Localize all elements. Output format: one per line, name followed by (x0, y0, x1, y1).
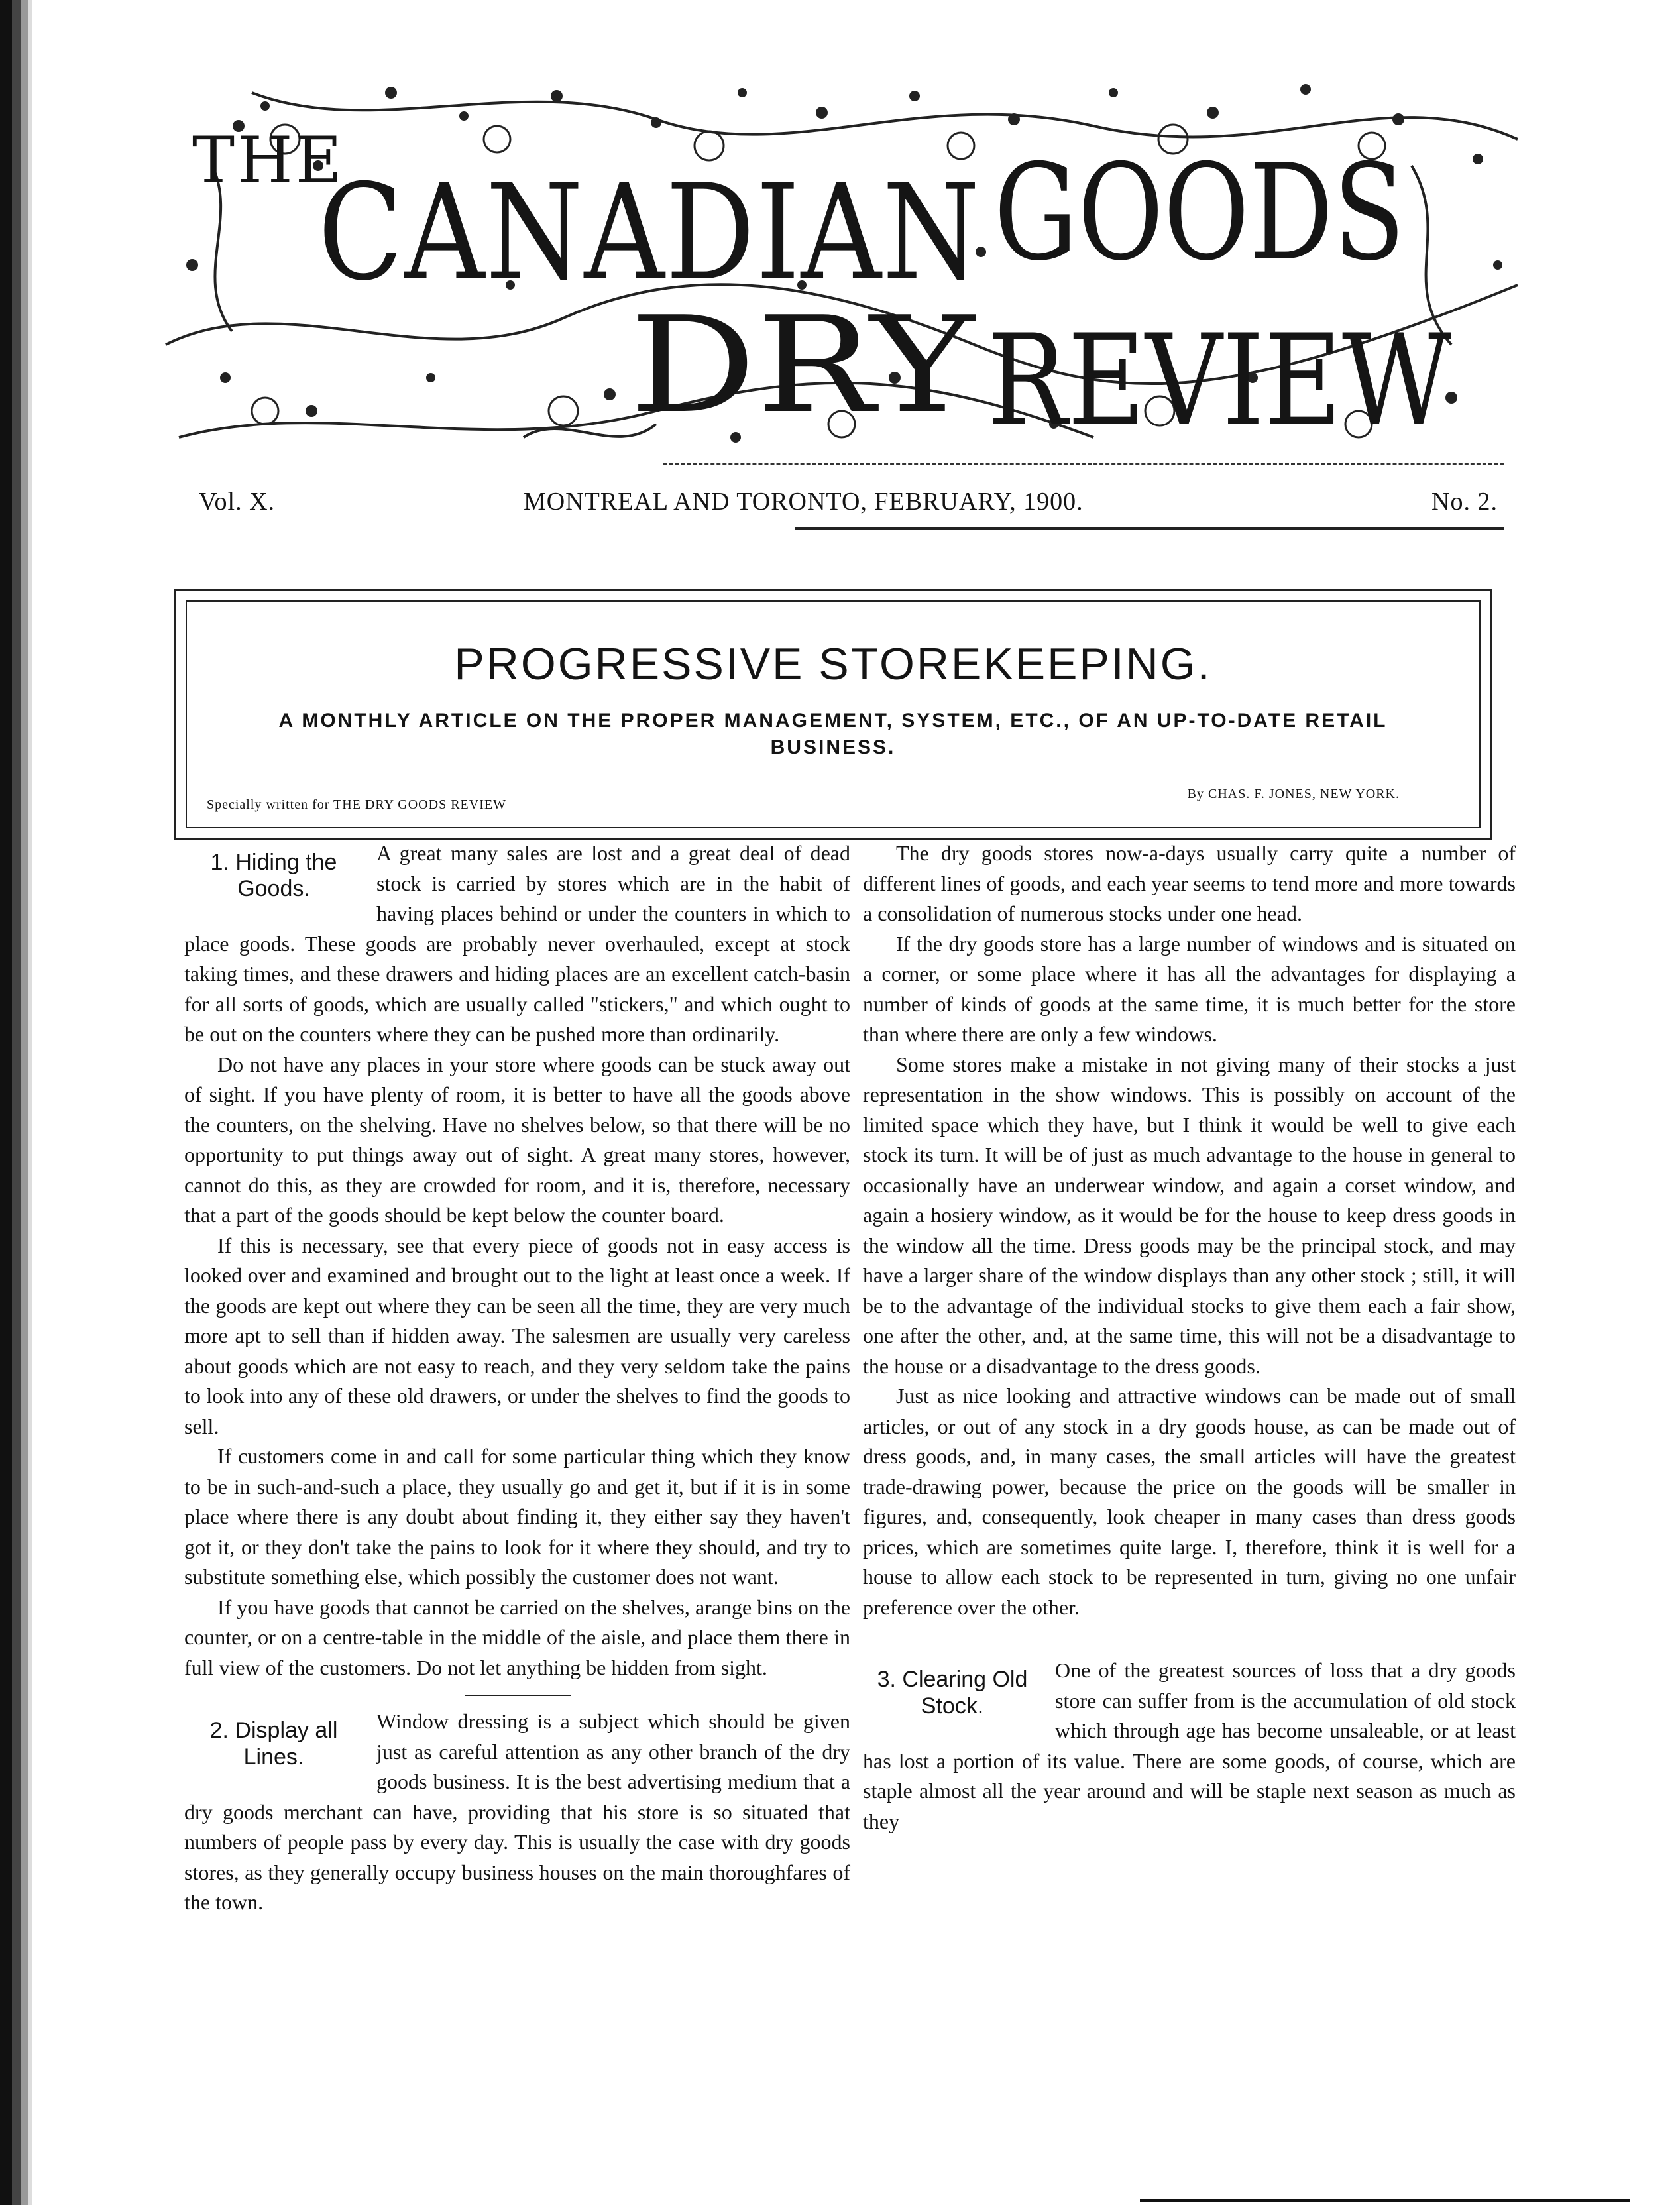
folio-bottom-rule (795, 527, 1504, 530)
section-heading-display-lines: 2. Display all Lines. (209, 1718, 338, 1770)
paragraph: If customers come in and call for some particular thing which they know to be in such-and-such a place, they usually go and get it, but if it is in some place where there is any doubt about finding it, they either say they haven't got it, or they don't take the pains to look for it where they should, and try to substitute something else, which possibly the customer does not want. (184, 1444, 850, 1589)
section-heading-clearing-old-stock: 3. Clearing Old Stock. (877, 1667, 1028, 1719)
issue-number: No. 2. (1431, 488, 1498, 516)
paragraph: If this is necessary, see that every piece of goods not in easy access is looked over and examined and brought out to the light at least once a week. If the goods are kept out where they can be seen all the time, they are very much more apt to sell than if hidden away. The salesmen are usually very careless about goods which are not easy to reach, and they very seldom take the pains to look into any of these old drawers, or under the shelves to find the goods to sell. (184, 1233, 850, 1438)
paragraph: One of the greatest sources of loss that a dry goods store can suffer from is the accumulation of old stock which through age has become unsaleable, or at least has lost a portion of its value. There are some goods, of course, which are staple almost all the year around and will be staple next season as much as they (863, 1658, 1516, 1833)
masthead-logo (152, 66, 1531, 464)
paragraph: If you have goods that cannot be carried on the shelves, arange bins on the counter, or on a centre-table in the middle of the aisle, and place them there in full view of the customers. Do not let anything be hidden from sight. (184, 1595, 850, 1679)
masthead-dry: DRY (630, 288, 976, 443)
masthead-canadian: CANADIAN (318, 156, 981, 310)
article-column-left (184, 838, 850, 1918)
section-divider (465, 1695, 571, 1696)
paragraph: Just as nice looking and attractive windows can be made out of small articles, or out of any stock in a dry goods house, as can be made out of dress goods, and, in many cases, the small articles will have the greatest trade-drawing power, because the price on the goods will be smaller in figures, and, consequently, look cheaper in many cases than dress goods prices, which are sometimes quite large. I, therefore, think it is well for a house to allow each stock to be represented in turn, giving no one unfair preference over the other. (863, 1384, 1516, 1619)
section-heading-hiding-goods: 1. Hiding the Goods. (210, 850, 337, 901)
written-for-credit: Specially written for THE DRY GOODS REVIEW (207, 797, 506, 812)
page-bottom-rule (1140, 2199, 1630, 2202)
paragraph: A great many sales are lost and a great deal of dead stock is carried by stores which are in the habit of having places behind or under the counters in which to place goods. These goods are probably never overhauled, except at stock taking times, and these drawers and hiding places are an excellent catch-basin for all sorts of goods, which are usually called "stickers," and which ought to be out on the counters where they can be pushed more than ordinarily. (184, 841, 850, 1046)
paragraph: Some stores make a mistake in not giving many of their stocks a just representation in the show windows. This is possibly on account of the limited space which they have, but I think it would be well to give each stock its turn. It will be of just as much advantage to the house in general to occasionally have an underwear window, and again a corset window, and again a hosiery window, as it would be for the house to keep dress goods in the window all the time. Dress goods may be the principal stock, and may have a larger share of the window displays than any other stock ; still, it will be to the advantage of the individual stocks to give them each a fair show, one after the other, and, at the same time, this will not be a disadvantage to the house or a disadvantage to the dress goods. (863, 1052, 1516, 1378)
header-box-inner-border (186, 600, 1481, 828)
masthead-goods: GOODS (994, 136, 1405, 290)
place-and-date: MONTREAL AND TORONTO, FEBRUARY, 1900. (524, 488, 1084, 516)
article-subtitle: A MONTHLY ARTICLE ON THE PROPER MANAGEMENT, SYSTEM, ETC., OF AN UP-TO-DATE RETAIL BUSINESS. (278, 710, 1388, 758)
article-title: PROGRESSIVE STOREKEEPING. (454, 639, 1212, 689)
scan-edge-shadow (0, 0, 46, 2205)
paragraph: If the dry goods store has a large number of windows and is situated on a corner, or some place where it has all the advantages for displaying a number of kinds of goods at the same time, it is much better for the store than where there are only a few windows. (863, 931, 1516, 1046)
paragraph: Window dressing is a subject which should be given just as careful attention as any other branch of the dry goods business. It is the best advertising medium that a dry goods merchant can have, providing that his store is so situated that numbers of people pass by every day. This is usually the case with dry goods stores, as they generally occupy business houses on the main thoroughfares of the town. (184, 1709, 850, 1914)
volume-number: Vol. X. (199, 488, 276, 516)
paragraph: Do not have any places in your store where goods can be stuck away out of sight. If you have plenty of room, it is better to have all the goods above the counters, on the shelving. Have no shelves below, so that there will be no opportunity to put things away out of sight. A great many stores, however, cannot do this, as they are crowded for room, and it is, therefore, necessary that a part of the goods should be kept below the counter board. (184, 1052, 850, 1227)
author-byline: By CHAS. F. JONES, NEW YORK. (1187, 787, 1400, 801)
masthead-review: REVIEW (987, 308, 1451, 454)
folio-top-rule (663, 463, 1504, 465)
article-header-box (174, 589, 1492, 840)
masthead-the: THE (192, 123, 345, 198)
article-column-right (863, 838, 1516, 1837)
paragraph: The dry goods stores now-a-days usually carry quite a number of different lines of goods, and each year seems to tend more and more towards a consolidation of numerous stocks under one head. (863, 841, 1516, 925)
section-gap (863, 1622, 1516, 1656)
